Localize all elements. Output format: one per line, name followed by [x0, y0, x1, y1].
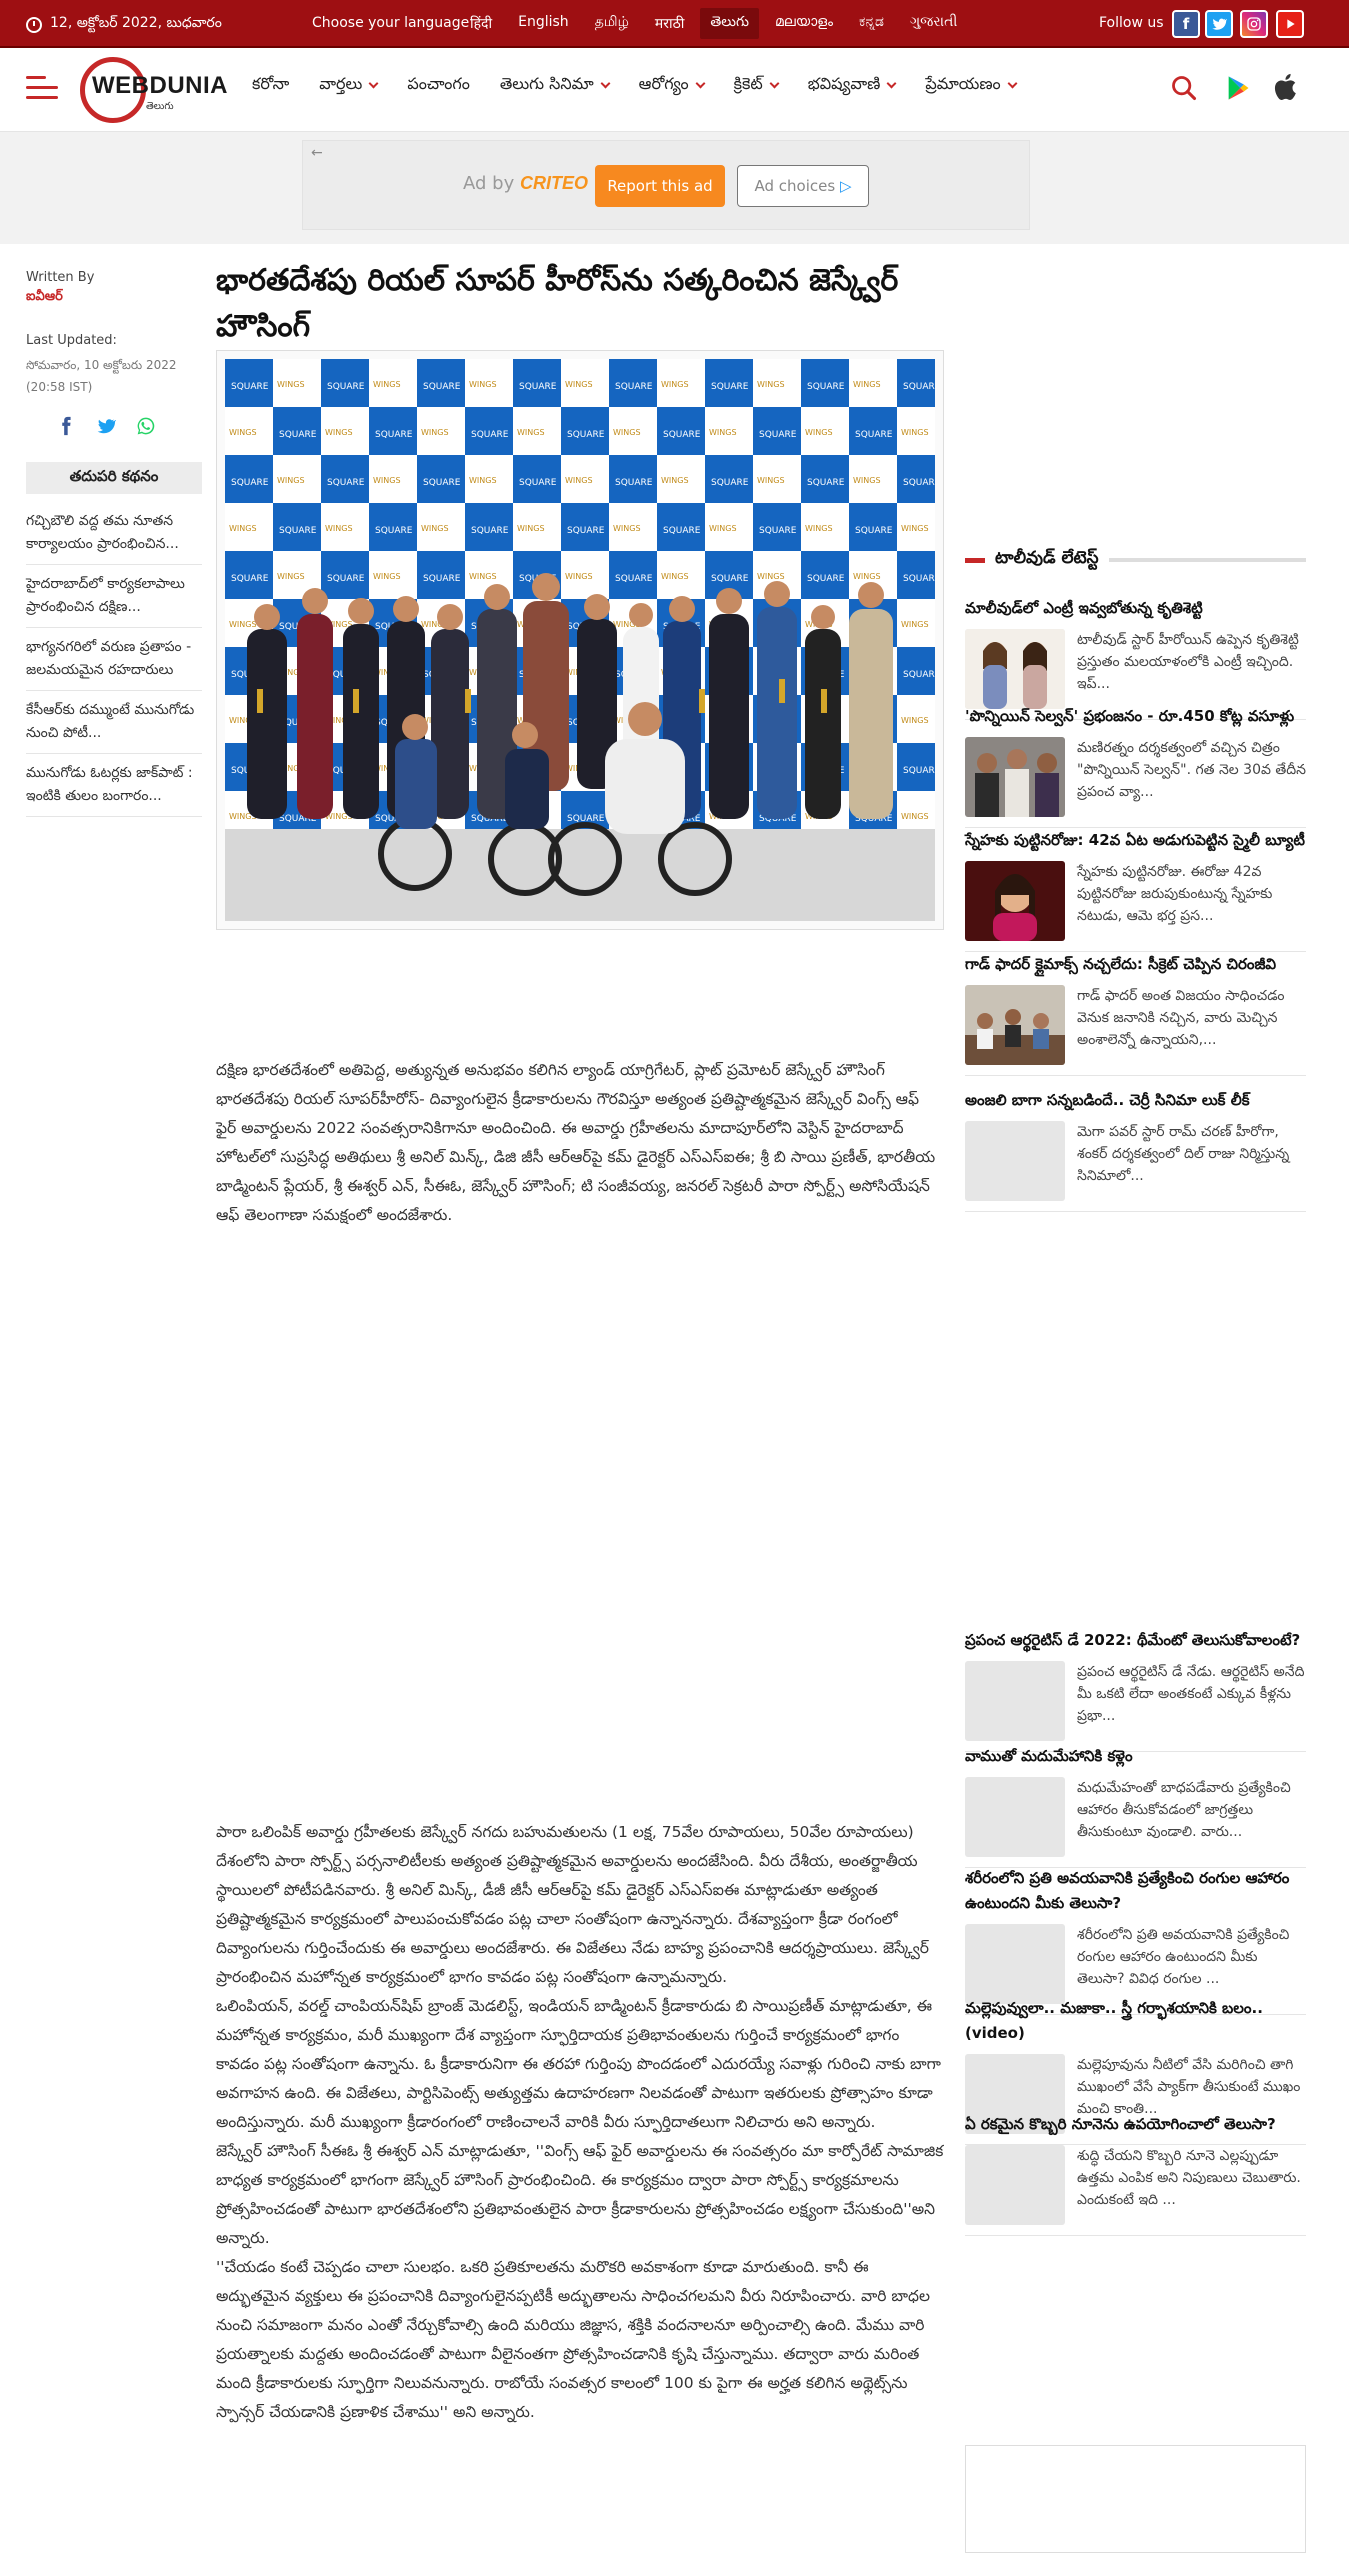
date-text: 12, అక్టోబర్ 2022, బుధవారం: [50, 15, 222, 31]
youtube-icon[interactable]: [1276, 10, 1304, 38]
sidebar-news-summary: టాలీవుడ్ స్టార్ హీరోయిన్ ఉప్పెన కృతిశెట్టి ప్రస్తుతం మలయాళంలోకి ఎంట్రీ ఇచ్చింది. ఇప్...: [1077, 632, 1299, 692]
nav-item-label: భవిష్యవాణి: [807, 74, 881, 93]
chevron-down-icon: [695, 79, 705, 89]
article-paragraph-4: జెస్క్వేర్ హౌసింగ్ సీఈఓ శ్రీ ఈశ్వర్ ఎన్ మాట్లాడుతూ, ''వింగ్స్ ఆఫ్ ఫైర్ అవార్డులను ఈ సంవత్సరం మా కార్పోరేట్ సామాజిక బాధ్యత కార్యక్రమంలో భాగంగా జెస్క్వేర్ హౌసింగ్ ప్రారంభించింది. ఈ కార్యక్రమం ద్వారా పారా స్పోర్ట్స్ కార్యక్రమాలను ప్రోత్సహించడంతో పాటుగా భారతదేశంలోని ప్రతిభావంతులైన పారా క్రీడాకారులను ప్రోత్సహించడం లక్ష్యంగా చేసుకుంది''అని అన్నారు.: [216, 2142, 944, 2247]
nav-item-label: పంచాంగం: [407, 74, 470, 93]
language-list: [460, 8, 967, 39]
next-story-link[interactable]: గచ్చిబౌలి వద్ద తమ నూతన కార్యాలయం ప్రారంభించిన...: [26, 502, 202, 565]
next-story-link[interactable]: భాగ్యనగరిలో వరుణ ప్రతాపం - జలమయమైన రహదారులు: [26, 628, 202, 691]
sidebar-ad-slot: [965, 2445, 1306, 2553]
sidebar-news-item[interactable]: [965, 2112, 1306, 2236]
group-photo: [225, 359, 935, 921]
language-option[interactable]: മലയാളം: [775, 14, 834, 30]
sidebar-news-thumbnail[interactable]: [965, 2145, 1065, 2225]
logo-subtitle: తెలుగు: [146, 101, 174, 112]
language-option[interactable]: मराठी: [654, 16, 685, 32]
logo-text[interactable]: WEBDUNIA: [92, 72, 228, 99]
article-body-continued: [216, 1818, 944, 2427]
instagram-icon[interactable]: [1240, 10, 1268, 38]
nav-item[interactable]: [925, 74, 1015, 97]
sidebar-news-title[interactable]: 'పొన్నియిన్ సెల్వన్' ప్రభంజనం - రూ.450 కోట్ల వసూళ్లు: [965, 707, 1295, 725]
nav-item-label: వార్తలు: [319, 74, 363, 93]
article-paragraph-3: ఒలింపియన్, వరల్డ్ చాంపియన్‌షిప్ బ్రాంజ్ మెడలిస్ట్, ఇండియన్ బాడ్మింటన్ క్రీడాకారుడు బి సాయిప్రణీత్ మాట్లాడుతూ, ఈ మహోన్నత కార్యక్రమం, మరీ ముఖ్యంగా దేశ వ్యాప్తంగా స్ఫూర్తిదాయక ప్రతిభావంతులను గుర్తించే కార్యక్రమంలో భాగం కావడం పట్ల సంతోషంగా ఉన్నాను. ఓ క్రీడాకారునిగా ఈ తరహా గుర్తింపు పొందడంలో ఎదురయ్యే సవాళ్లు గురించి నాకు బాగా అవగాహన ఉంది. ఈ విజేతలు, పార్టిసిపెంట్స్ అత్యుత్తమ ఉదాహరణగా నిలవడంతో పాటుగా ఇతరులకు ప్రోత్సాహం కూడా అందిస్తున్నారు. మరీ ముఖ్యంగా క్రీడారంగంలో రాణించాలనే వారికి వీరు స్ఫూర్తిదాతలుగా నిలిచారు అని అన్నారు.: [216, 1997, 941, 2131]
sidebar-news-summary: మధుమేహంతో బాధపడేవారు ప్రత్యేకించి ఆహారం తీసుకోవడంలో జాగ్రత్తలు తీసుకుంటూ వుండాలి. వారు...: [1077, 1780, 1291, 1840]
share-icons: [56, 416, 202, 436]
main-navbar: [0, 48, 1349, 132]
ad-box: [302, 140, 1030, 230]
written-by-label: Written By: [26, 270, 95, 285]
criteo-brand: CRITEO: [519, 173, 588, 193]
sidebar-news-summary: మల్లెపూవును నీటిలో వేసి మరిగించి తాగి ముఖంలో వేసే ప్యాక్‌గా తీసుకుంటే ముఖం మంచి కాంతి...: [1077, 2057, 1301, 2117]
sidebar-news-item[interactable]: [965, 952, 1306, 1076]
nav-item-label: కరోనా: [252, 74, 290, 93]
next-story-list: [26, 502, 202, 817]
sidebar-news-item[interactable]: [965, 1866, 1306, 2015]
chevron-down-icon: [887, 79, 897, 89]
article-hero-image: [216, 350, 944, 930]
sidebar-news-item[interactable]: [965, 1744, 1306, 1868]
sidebar-news-item[interactable]: [965, 1628, 1306, 1752]
twitter-icon[interactable]: [1205, 10, 1233, 38]
article-paragraph-1: దక్షిణ భారతదేశంలో అతిపెద్ద, అత్యున్నత అనుభవం కలిగిన ల్యాండ్ యాగ్రిగేటర్, ప్లాట్ ప్రమోటర్ జెస్క్వేర్ హౌసింగ్ భారతదేశపు రియల్ సూపర్‌హీరోస్- దివ్యాంగులైన క్రీడాకారులను గౌరవిస్తూ అత్యంత ప్రతిష్టాత్మకమైన జెస్క్వేర్ వింగ్స్ ఆఫ్ ఫైర్ అవార్డులను 2022 సంవత్సరానికిగానూ అందించింది. ఈ అవార్డు గ్రహీతలను మాదాపూర్‌లోని వెస్టిన్ హైదరాబాద్ హోటల్‌లో సుప్రసిద్ధ అతిథులు శ్రీ అనిల్ మిన్క్, డిజి జీసీ ఆర్‌ఆర్‌పై కమ్ డైరెక్టర్ ఎస్‌ఎస్ఐఈ; శ్రీ బి సాయి ప్రణీత్, భారతీయ బాడ్మింటన్ ప్లేయర్, శ్రీ ఈశ్వర్ ఎన్, సీఈఓ, జెస్క్వేర్ హౌసింగ్; టి సంజీవయ్య, జనరల్ సెక్రటరీ పారా స్పోర్ట్స్ అసోసియేషన్ ఆఫ్ తెలంగాణా సమక్షంలో అందజేశారు.: [216, 1061, 936, 1224]
whatsapp-share-icon[interactable]: [136, 416, 156, 436]
clock-icon: [26, 17, 42, 33]
sidebar-news-item[interactable]: [965, 596, 1306, 720]
nav-item[interactable]: [639, 74, 704, 97]
nav-item[interactable]: [319, 74, 377, 97]
sidebar-news-summary: మెగా పవర్ స్టార్ రామ్ చరణ్ హీరోగా, శంకర్ దర్శకత్వంలో దిల్ రాజు నిర్మిస్తున్న సినిమాలో...: [1077, 1124, 1290, 1184]
language-option[interactable]: தமிழ்: [594, 14, 629, 30]
sidebar-news-thumbnail[interactable]: [965, 1121, 1065, 1201]
author-link[interactable]: ఐవీఆర్: [26, 289, 63, 304]
nav-item[interactable]: [252, 74, 289, 97]
sidebar-news-thumbnail[interactable]: [965, 985, 1065, 1065]
nav-item[interactable]: [808, 74, 896, 97]
ad-by-label: Ad by CRITEO: [463, 173, 588, 194]
sidebar-news-item[interactable]: [965, 828, 1306, 952]
sidebar-news-summary: మణిరత్నం దర్శకత్వంలో వచ్చిన చిత్రం "పొన్నియిన్ సెల్వన్". గత నెల 30వ తేదీన ప్రపంచ వ్యా...: [1077, 740, 1307, 800]
chevron-down-icon: [600, 79, 610, 89]
sidebar-news-title[interactable]: మల్లెపువ్వులా.. మజాకా.. స్త్రీ గర్భాశయానికి బలం.. (video): [965, 1999, 1263, 2042]
nav-item-label: క్రికెట్: [733, 74, 763, 93]
nav-item[interactable]: [407, 74, 470, 97]
choose-language-label: Choose your language: [312, 15, 470, 31]
last-updated-label: Last Updated:: [26, 333, 117, 348]
sidebar-news-thumbnail[interactable]: [965, 1777, 1065, 1857]
chevron-down-icon: [369, 79, 379, 89]
sidebar-news-summary: ప్రపంచ ఆర్థరైటిస్ డే నేడు. ఆర్థరైటిస్ అనేది మీ ఒకటి లేదా అంతకంటే ఎక్కువ కీళ్లను ప్రభా...: [1077, 1664, 1305, 1724]
ad-banner-zone: [0, 132, 1349, 244]
sidebar-news-summary: గాడ్ ఫాదర్ అంత విజయం సాధించడం వెనుక జనానికి నచ్చిన, వారు మెచ్చిన అంశాలెన్నో ఉన్నాయని,...: [1077, 988, 1285, 1048]
next-story-link[interactable]: హైదరాబాద్‌లో కార్యకలాపాలు ప్రారంభించిన దక్షిణ...: [26, 565, 202, 628]
sidebar-news-title[interactable]: మాలీవుడ్‌లో ఎంట్రీ ఇవ్వబోతున్న కృతిశెట్టి: [965, 599, 1203, 617]
sidebar-news-title[interactable]: అంజలి బాగా సన్నబడిందే.. చెర్రీ సినిమా లుక్ లీక్: [965, 1091, 1250, 1109]
apple-icon[interactable]: [1272, 72, 1298, 102]
ad-back-arrow-icon[interactable]: ←: [311, 145, 323, 161]
sidebar-news-title[interactable]: ప్రపంచ ఆర్థరైటిస్ డే 2022: థీమేంటో తెలుసుకోవాలంటే?: [965, 1631, 1301, 1649]
article-title: భారతదేశపు రియల్ సూపర్ హీరోస్‌ను సత్కరించిన జెస్క్వేర్ హౌసింగ్: [216, 263, 899, 344]
sidebar-news-thumbnail[interactable]: [965, 1924, 1065, 2004]
top-bar: [0, 0, 1349, 48]
nav-item[interactable]: [734, 74, 778, 97]
ad-choices-button[interactable]: Ad choices ▷: [737, 165, 869, 207]
chevron-down-icon: [769, 79, 779, 89]
facebook-icon[interactable]: f: [1172, 10, 1200, 38]
sidebar-news-title[interactable]: గాడ్ ఫాదర్ క్లైమాక్స్ నచ్చలేదు: సీక్రెట్ చెప్పిన చిరంజీవి: [965, 955, 1277, 973]
language-option[interactable]: ಕನ್ನಡ: [859, 14, 884, 30]
sidebar-news-item[interactable]: [965, 1088, 1306, 1212]
language-option[interactable]: తెలుగు: [700, 8, 759, 39]
sidebar-news-item[interactable]: [965, 704, 1306, 828]
last-updated-value: సోమవారం, 10 అక్టోబరు 2022 (20:58 IST): [26, 358, 177, 394]
hamburger-menu-icon[interactable]: [26, 76, 58, 100]
article-main: [216, 258, 944, 2421]
report-ad-button[interactable]: Report this ad: [595, 165, 725, 207]
ad-choices-icon: ▷: [839, 177, 852, 195]
article-paragraph-5: ''చేయడం కంటే చెప్పడం చాలా సులభం. ఒకరి ప్రతికూలతను మరొకరి అవకాశంగా కూడా మారుతుంది. కానీ ఈ అద్భుతమైన వ్యక్తులు ఈ ప్రపంచానికి దివ్యాంగులైనప్పటికీ అద్భుతాలను సాధించగలమని వీరు నిరూపించారు. వారి బాధల నుంచి సమాజంగా మనం ఎంతో నేర్చుకోవాల్సి ఉంది మరియు జిజ్ఞాస, శక్తికి వందనాలనూ అర్పించాల్సి ఉంది. మేము వారి ప్రయత్నాలకు మద్దతు అందించడంతో పాటుగా వీలైనంతగా ప్రోత్సహించడానికి కృషి చేస్తున్నాము. తద్వారా వారు మరింత మంది క్రీడాకారులకు స్ఫూర్తిగా నిలువనున్నారు. రాబోయే సంవత్సర కాలంలో 100 కు పైగా ఈ అర్హత కలిగిన అథ్లెట్స్‌ను స్పాన్సర్ చేయడానికి ప్రణాళిక చేశాము'' అని అన్నారు.: [216, 2258, 930, 2421]
sidebar-news-title[interactable]: వాముతో మదుమేహానికి కళ్లెం: [965, 1747, 1133, 1765]
sidebar-news-title[interactable]: శరీరంలోని ప్రతి అవయవానికి ప్రత్యేకించి రంగుల ఆహారం ఉంటుందని మీకు తెలుసా?: [965, 1869, 1290, 1912]
nav-item-label: ఆరోగ్యం: [638, 74, 689, 93]
sidebar-heading: టాలీవుడ్ లేటెస్ట్: [965, 548, 1306, 572]
language-option[interactable]: हिंदी: [470, 16, 493, 32]
next-story-link[interactable]: మునుగోడు ఓటర్లకు జాక్‌పాట్ : ఇంటికి తులం బంగారం...: [26, 754, 202, 817]
next-story-link[interactable]: కేసీఆర్‌కు దమ్ముంటే మునుగోడు నుంచి పోటీ...: [26, 691, 202, 754]
follow-us-label: Follow us: [1099, 15, 1164, 31]
next-story-heading: తదుపరి కథనం: [26, 462, 202, 494]
sidebar-news-title[interactable]: ఏ రకమైన కొబ్బరి నూనెను ఉపయోగించాలో తెలుసా?: [965, 2115, 1276, 2133]
nav-item-label: తెలుగు సినిమా: [499, 74, 594, 93]
language-option[interactable]: English: [518, 14, 569, 30]
sidebar-news-summary: స్నేహకు పుట్టినరోజు. ఈరోజు 42వ పుట్టినరోజు జరుపుకుంటున్న స్నేహకు నటుడు, ఆమె భర్త ప్రస...: [1077, 864, 1273, 924]
sidebar-news-title[interactable]: స్నేహకు పుట్టినరోజు: 42వ ఏట అడుగుపెట్టిన స్మైలీ బ్యూటీ: [965, 831, 1305, 849]
sidebar-news-thumbnail[interactable]: [965, 1661, 1065, 1741]
article-meta-sidebar: [26, 270, 202, 817]
sidebar-news-thumbnail[interactable]: [965, 737, 1065, 817]
sidebar-news-thumbnail[interactable]: [965, 861, 1065, 941]
sidebar-news-thumbnail[interactable]: [965, 629, 1065, 709]
facebook-share-icon[interactable]: [56, 416, 76, 436]
article-paragraph-2: పారా ఒలింపిక్ అవార్డు గ్రహీతలకు జెస్క్వేర్ నగదు బహుమతులను (1 లక్ష, 75వేల రూపాయలు, 50వేల రూపాయలు) దేశంలోని పారా స్పోర్ట్స్ పర్సనాలిటీలకు అత్యంత ప్రతిష్టాత్మకమైన అవార్డులను అందజేసింది. వీరు దేశీయ, అంతర్జాతీయ స్థాయిలలో పోటీపడినవారు. శ్రీ అనిల్ మిన్క్, డీజీ జీసీ ఆర్‌ఆర్‌పై కమ్ డైరెక్టర్ ఎస్‌ఎస్ఐఈ మాట్లాడుతూ అత్యంత ప్రతిష్టాత్మకమైన కార్యక్రమంలో పాలుపంచుకోవడం పట్ల చాలా సంతోషంగా ఉన్నానన్నారు. దేశవ్యాప్తంగా క్రీడా రంగంలో దివ్యాంగులను గుర్తించేందుకు ఈ అవార్డులు అందజేశారు. ఈ విజేతలు నేడు బాహ్య ప్రపంచానికి ఆదర్శప్రాయులు. జెస్క్వేర్ ప్రారంభించిన మహోన్నత కార్యక్రమంలో భాగం కావడం పట్ల సంతోషంగా ఉన్నామన్నారు.: [216, 1823, 929, 1986]
twitter-share-icon[interactable]: [96, 416, 116, 436]
date-display: [26, 15, 222, 34]
google-play-icon[interactable]: [1224, 74, 1252, 102]
sidebar-news-summary: శుద్ధి చేయని కొబ్బరి నూనె ఎల్లప్పుడూ ఉత్తమ ఎంపిక అని నిపుణులు చెబుతారు. ఎందుకంటే ఇది ...: [1077, 2148, 1301, 2208]
chevron-down-icon: [1007, 79, 1017, 89]
language-option[interactable]: ગુજરાતી: [909, 14, 958, 30]
sidebar-news-summary: శరీరంలోని ప్రతి అవయవానికి ప్రత్యేకించి రంగుల ఆహారం ఉంటుందని మీకు తెలుసా? వివిధ రంగుల ...: [1077, 1927, 1290, 1987]
nav-item[interactable]: [500, 74, 609, 97]
search-icon[interactable]: [1170, 74, 1198, 102]
nav-menu: [252, 74, 1046, 97]
nav-item-label: ప్రేమాయణం: [925, 74, 1001, 93]
tollywood-latest-sidebar: [965, 548, 1307, 2208]
